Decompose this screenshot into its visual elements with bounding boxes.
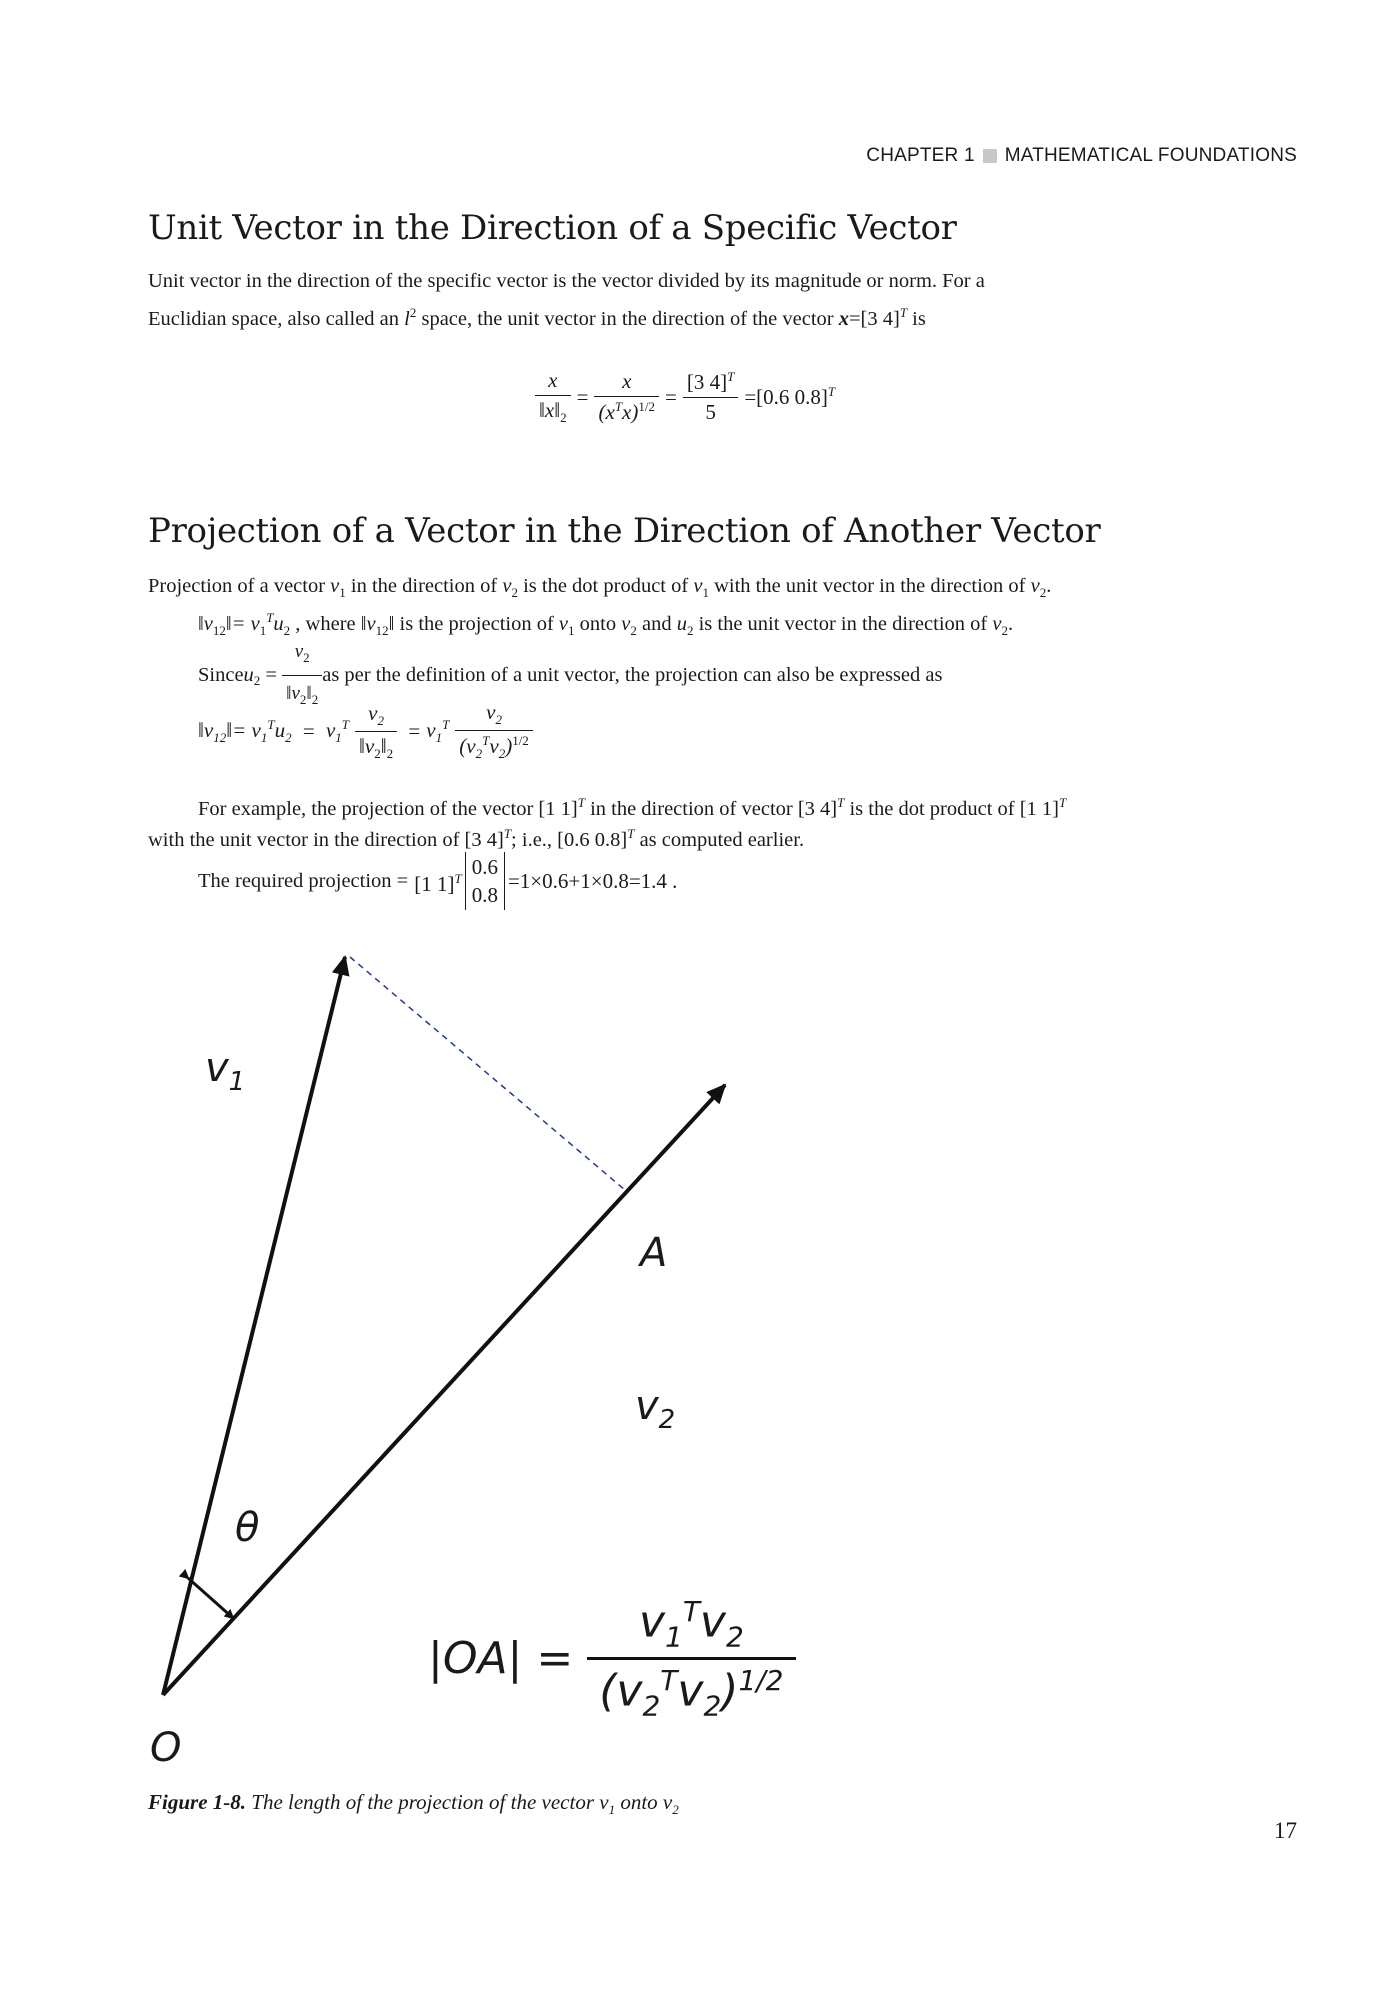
page-number: 17 — [1274, 1818, 1297, 1843]
chapter-label: CHAPTER 1 — [866, 145, 975, 166]
theta-label: θ — [235, 1505, 260, 1551]
projection-dashed-line — [350, 957, 625, 1190]
section-title-unit-vector: Unit Vector in the Direction of a Specific Vector — [148, 208, 957, 248]
eq1-frac3: $\frac{[3 4]^T}{5}$ — [683, 369, 738, 425]
oa-fraction: $\frac{v_1^Tv_2}{(v_2^Tv_2)^{1/2}}$ — [587, 1595, 795, 1723]
v1-arrow — [163, 957, 345, 1695]
oa-formula: |OA| = $\frac{v_1^Tv_2}{(v_2^Tv_2)^{1/2}}$ — [428, 1595, 796, 1723]
required-projection-line: The required projection = [1 1]$^T$ 0.6 0.8 =1×0.6+1×0.8=1.4 . — [198, 852, 677, 910]
section2-since-line: Since u $_2$ = $\frac{v_2}{‖v_2‖_2}$ as per the definition of a unit vector, the projection can also be expressed as — [198, 636, 1328, 715]
origin-label: O — [150, 1725, 182, 1771]
section1-line1: Unit vector in the direction of the specific vector is the vector divided by its magnitude or norm. For a — [148, 270, 985, 292]
v1-label: $v_1$ — [205, 1045, 246, 1097]
unit-vector-equation: $\frac{x}{‖x‖_2}$ = $\frac{x}{(x^Tx)^{1/2}}$ = $\frac{[3 4]^T}{5}$ =[0.6 0.8]$^T$ — [535, 368, 835, 426]
section-label: MATHEMATICAL FOUNDATIONS — [1004, 145, 1297, 166]
eq1-frac2: $\frac{x}{(x^Tx)^{1/2}}$ — [594, 369, 659, 425]
eq2-frac2: $\frac{v_2}{(v_2^Tv_2)^{1/2}}$ — [455, 700, 533, 762]
eq1-result: =[0.6 0.8]$^T$ — [744, 384, 836, 410]
since-frac: $\frac{v_2}{‖v_2‖_2}$ — [282, 636, 322, 715]
column-vector: 0.6 0.8 — [465, 852, 505, 910]
example-line2: with the unit vector in the direction of [3 4]$^T$; i.e., [0.6 0.8]$^T$ as computed earlier. — [148, 826, 805, 851]
section-title-projection: Projection of a Vector in the Direction of Another Vector — [148, 511, 1101, 551]
theta-arc-arrow — [188, 1578, 233, 1618]
section1-line2: Euclidian space, also called an $l^2$ space, the unit vector in the direction of the vector x=[3 4]$^T$ is — [148, 305, 926, 330]
v2-label: $v_2$ — [635, 1383, 676, 1435]
point-a-label: A — [640, 1230, 668, 1276]
projection-equation: $‖v_{12}‖= v_1^Tu_2$ = $v_1^T$ $\frac{v_2}{‖v_2‖_2}$ = $v_1^T$ $\frac{v_2}{(v_2^Tv_2)^{1/2}}$ — [198, 700, 533, 762]
eq1-frac1: $\frac{x}{‖x‖_2}$ — [535, 368, 571, 426]
figure-caption: Figure 1-8. The length of the projection of the vector $v_1$ onto $v_2$ — [148, 1790, 679, 1818]
section2-paragraph2: $‖v_{12}‖= v_1^Tu_2$ , where $‖v_{12}‖$ is the projection of $v_1$ onto $v_2$ and $u_2$ is the unit vector in the direction of $v_2$. — [198, 610, 1014, 638]
example-line1: For example, the projection of the vector [1 1]$^T$ in the direction of vector [3 4]$^T$ is the dot product of [1 1]$^T$ — [198, 795, 1067, 820]
eq2-frac1: $\frac{v_2}{‖v_2‖_2}$ — [355, 701, 397, 762]
section2-paragraph1: Projection of a vector $v_1$ in the direction of $v_2$ is the dot product of $v_1$ with the unit vector in the direction of $v_2$. — [148, 575, 1052, 601]
